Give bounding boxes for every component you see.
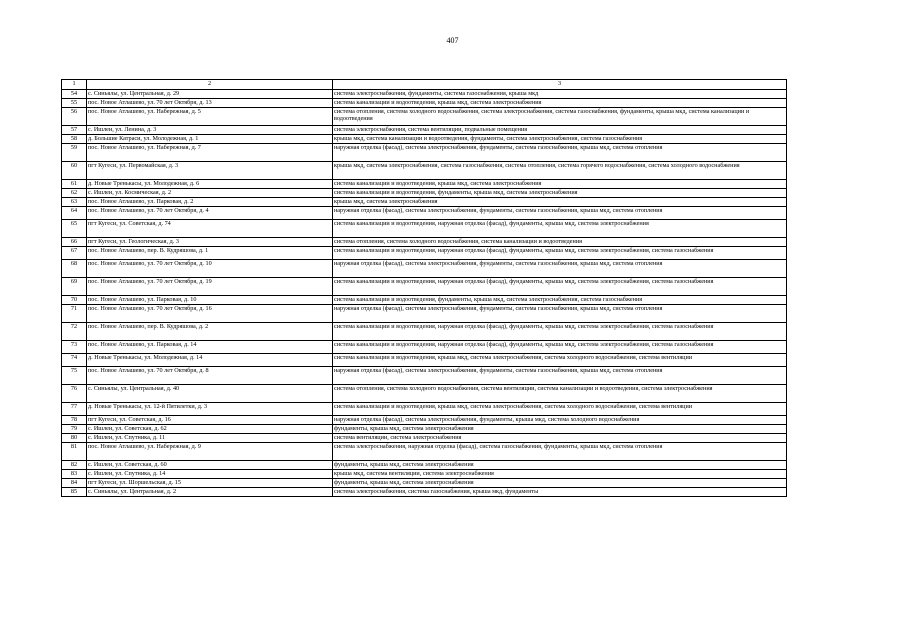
row-works: крыша мкд, система вентиляции, система электроснабжения [333,470,787,479]
row-works: крыша мкд, система электроснабжения [333,198,787,207]
row-number: 58 [62,135,87,144]
row-address: с. Ишлеи, ул. Советская, д. 60 [87,461,333,470]
row-number: 74 [62,354,87,367]
row-address: пос. Новое Атлашево, ул. Набережная, д. 7 [87,144,333,162]
row-works: система канализации и водоотведения, наружная отделка (фасад), фундаменты, крыша мкд, система электроснабжения, система газоснабжения [333,323,787,341]
table-row [62,461,787,470]
row-number: 56 [62,108,87,126]
table-row [62,180,787,189]
row-works: система электроснабжения, наружная отделка (фасад), система газоснабжения, фундаменты, крыша мкд, система отопления [333,443,787,461]
row-address: с. Ишлеи, ул. Спутника, д. 14 [87,470,333,479]
row-works: система электроснабжения, фундаменты, система газоснабжения, крыша мкд [333,90,787,99]
table-row [62,247,787,260]
row-address: пос. Новое Атлашево, ул. 70 лет Октября, д. 4 [87,207,333,220]
row-number: 76 [62,385,87,403]
table-row [62,260,787,278]
row-works: система канализации и водоотведения, наружная отделка (фасад), фундаменты, крыша мкд, система электроснабжения [333,220,787,238]
row-number: 67 [62,247,87,260]
table-row [62,108,787,126]
row-address: пос. Новое Атлашево, ул. Парковая, д. 14 [87,341,333,354]
row-number: 81 [62,443,87,461]
row-number: 83 [62,470,87,479]
row-address: пос. Новое Атлашево, ул. 70 лет Октября, д. 16 [87,305,333,323]
housing-repair-table [61,79,787,497]
row-address: с. Синьялы, ул. Центральная, д. 2 [87,488,333,497]
table-row [62,99,787,108]
table-row [62,488,787,497]
row-number: 57 [62,126,87,135]
row-address: с. Ишлеи, ул. Ленина, д. 3 [87,126,333,135]
table-header-row [62,80,787,90]
row-address: пос. Новое Атлашево, ул. 70 лет Октября, д. 19 [87,278,333,296]
row-address: пос. Новое Атлашево, ул. 70 лет Октября, д. 10 [87,260,333,278]
row-works: наружная отделка (фасад), система электроснабжения, фундаменты, система газоснабжения, крыша мкд, система отопления [333,305,787,323]
table-row [62,341,787,354]
row-address: пгт Кугеси, ул. Первомайская, д. 3 [87,162,333,180]
row-number: 75 [62,367,87,385]
row-works: наружная отделка (фасад), система электроснабжения, фундаменты, крыша мкд, система холодного водоснабжения [333,416,787,425]
table-row [62,238,787,247]
row-works: наружная отделка (фасад), система электроснабжения, фундаменты, система газоснабжения, крыша мкд, система отопления [333,260,787,278]
row-number: 65 [62,220,87,238]
table-row [62,323,787,341]
table-row [62,305,787,323]
table-row [62,367,787,385]
row-number: 59 [62,144,87,162]
row-works: система отопления, система холодного водоснабжения, система канализации и водоотведения [333,238,787,247]
table-body [62,90,787,497]
row-works: система электроснабжения, система вентиляции, подвальные помещения [333,126,787,135]
row-address: пос. Новое Атлашево, ул. Парковая, д. 2 [87,198,333,207]
table-row [62,162,787,180]
row-address: с. Ишлеи, ул. Советская, д. 62 [87,425,333,434]
row-number: 64 [62,207,87,220]
page-number: 407 [446,36,459,45]
row-works: система отопления, система холодного водоснабжения, система вентиляции, система канализации и водоотведения, система электроснабжения [333,385,787,403]
row-number: 61 [62,180,87,189]
row-works: система канализации и водоотведения, крыша мкд, система электроснабжения [333,99,787,108]
row-number: 77 [62,403,87,416]
row-address: д. Новые Тренькасы, ул. Молодежная, д. 14 [87,354,333,367]
row-address: д. Новые Тренькасы, ул. Молодежная, д. 6 [87,180,333,189]
row-works: крыша мкд, система электроснабжения, система газоснабжения, система отопления, система горячего водоснабжения, система холодного водоснабжения [333,162,787,180]
row-works: система канализации и водоотведения, крыша мкд, система электроснабжения [333,180,787,189]
row-number: 72 [62,323,87,341]
table-row [62,434,787,443]
table-row [62,207,787,220]
column-header-number: 1 [62,80,87,90]
row-number: 85 [62,488,87,497]
row-works: система канализации и водоотведения, наружная отделка (фасад), фундаменты, крыша мкд, система электроснабжения, система газоснабжения [333,247,787,260]
row-address: д. Большие Катраси, ул. Молодежная, д. 1 [87,135,333,144]
table-row [62,354,787,367]
row-address: с. Синьялы, ул. Центральная, д. 40 [87,385,333,403]
table-row [62,90,787,99]
table-row [62,135,787,144]
row-works: фундаменты, крыша мкд, система электроснабжения [333,461,787,470]
row-works: система канализации и водоотведения, фундаменты, крыша мкд, система электроснабжения [333,189,787,198]
row-address: пгт Кугеси, ул. Советская, д. 74 [87,220,333,238]
row-address: с. Ишлеи, ул. Спутника, д. 11 [87,434,333,443]
row-address: пос. Новое Атлашево, ул. Набережная, д. 5 [87,108,333,126]
row-works: система канализации и водоотведения, наружная отделка (фасад), фундаменты, крыша мкд, система электроснабжения, система газоснабжения [333,278,787,296]
row-number: 60 [62,162,87,180]
row-number: 66 [62,238,87,247]
row-address: пос. Новое Атлашево, ул. Набережная, д. 9 [87,443,333,461]
row-number: 70 [62,296,87,305]
row-address: пос. Новое Атлашево, пер. В. Кудряшова, д. 2 [87,323,333,341]
row-works: фундаменты, крыша мкд, система электроснабжения [333,425,787,434]
row-number: 73 [62,341,87,354]
table-row [62,220,787,238]
table-row [62,144,787,162]
table-row [62,443,787,461]
row-number: 62 [62,189,87,198]
row-number: 78 [62,416,87,425]
row-number: 82 [62,461,87,470]
row-address: с. Ишлеи, ул. Космическая, д. 2 [87,189,333,198]
column-header-works: 3 [333,80,787,90]
table-row [62,479,787,488]
row-number: 55 [62,99,87,108]
row-number: 84 [62,479,87,488]
row-number: 54 [62,90,87,99]
row-number: 63 [62,198,87,207]
table-row [62,278,787,296]
row-works: система отопления, система холодного водоснабжения, система электроснабжения, система газоснабжения, фундаменты, крыша мкд, система канализации и водоотведения [333,108,787,126]
row-address: пос. Новое Атлашево, пер. В. Кудряшова, д. 1 [87,247,333,260]
row-address: д. Новые Тренькасы, ул. 12-й Пятилетки, д. 3 [87,403,333,416]
row-address: пгт Кугеси, ул. Советская, д. 16 [87,416,333,425]
table-row [62,470,787,479]
row-number: 68 [62,260,87,278]
row-works: система вентиляции, система электроснабжения [333,434,787,443]
row-works: система канализации и водоотведения, крыша мкд, система электроснабжения, система холодного водоснабжения, система вентиляции [333,354,787,367]
row-works: система канализации и водоотведения, фундаменты, крыша мкд, система электроснабжения, система газоснабжения [333,296,787,305]
table-row [62,189,787,198]
row-number: 71 [62,305,87,323]
table-row [62,403,787,416]
row-works: система канализации и водоотведения, крыша мкд, система электроснабжения, система холодного водоснабжения, система вентиляции [333,403,787,416]
row-address: пгт Кугеси, ул. Шоршельская, д. 15 [87,479,333,488]
row-works: наружная отделка (фасад), система электроснабжения, фундаменты, система газоснабжения, крыша мкд, система отопления [333,367,787,385]
row-works: крыша мкд, система канализации и водоотведения, фундаменты, система электроснабжения, система газоснабжения [333,135,787,144]
table-row [62,416,787,425]
row-number: 80 [62,434,87,443]
row-address: пос. Новое Атлашево, ул. Парковая, д. 10 [87,296,333,305]
row-number: 79 [62,425,87,434]
row-works: наружная отделка (фасад), система электроснабжения, фундаменты, система газоснабжения, крыша мкд, система отопления [333,144,787,162]
row-address: пос. Новое Атлашево, ул. 70 лет Октября, д. 8 [87,367,333,385]
row-works: система электроснабжения, система газоснабжения, крыша мкд, фундаменты [333,488,787,497]
row-works: фундаменты, крыша мкд, система электроснабжения [333,479,787,488]
table-row [62,126,787,135]
table-row [62,425,787,434]
table-row [62,296,787,305]
table-row [62,385,787,403]
row-address: с. Синьялы, ул. Центральная, д. 29 [87,90,333,99]
column-header-address: 2 [87,80,333,90]
row-address: пгт Кугеси, ул. Геологическая, д. 3 [87,238,333,247]
row-works: система канализации и водоотведения, наружная отделка (фасад), фундаменты, крыша мкд, система электроснабжения, система газоснабжения [333,341,787,354]
table-row [62,198,787,207]
row-address: пос. Новое Атлашево, ул. 70 лет Октября, д. 13 [87,99,333,108]
row-number: 69 [62,278,87,296]
row-works: наружная отделка (фасад), система электроснабжения, фундаменты, система газоснабжения, крыша мкд, система отопления [333,207,787,220]
